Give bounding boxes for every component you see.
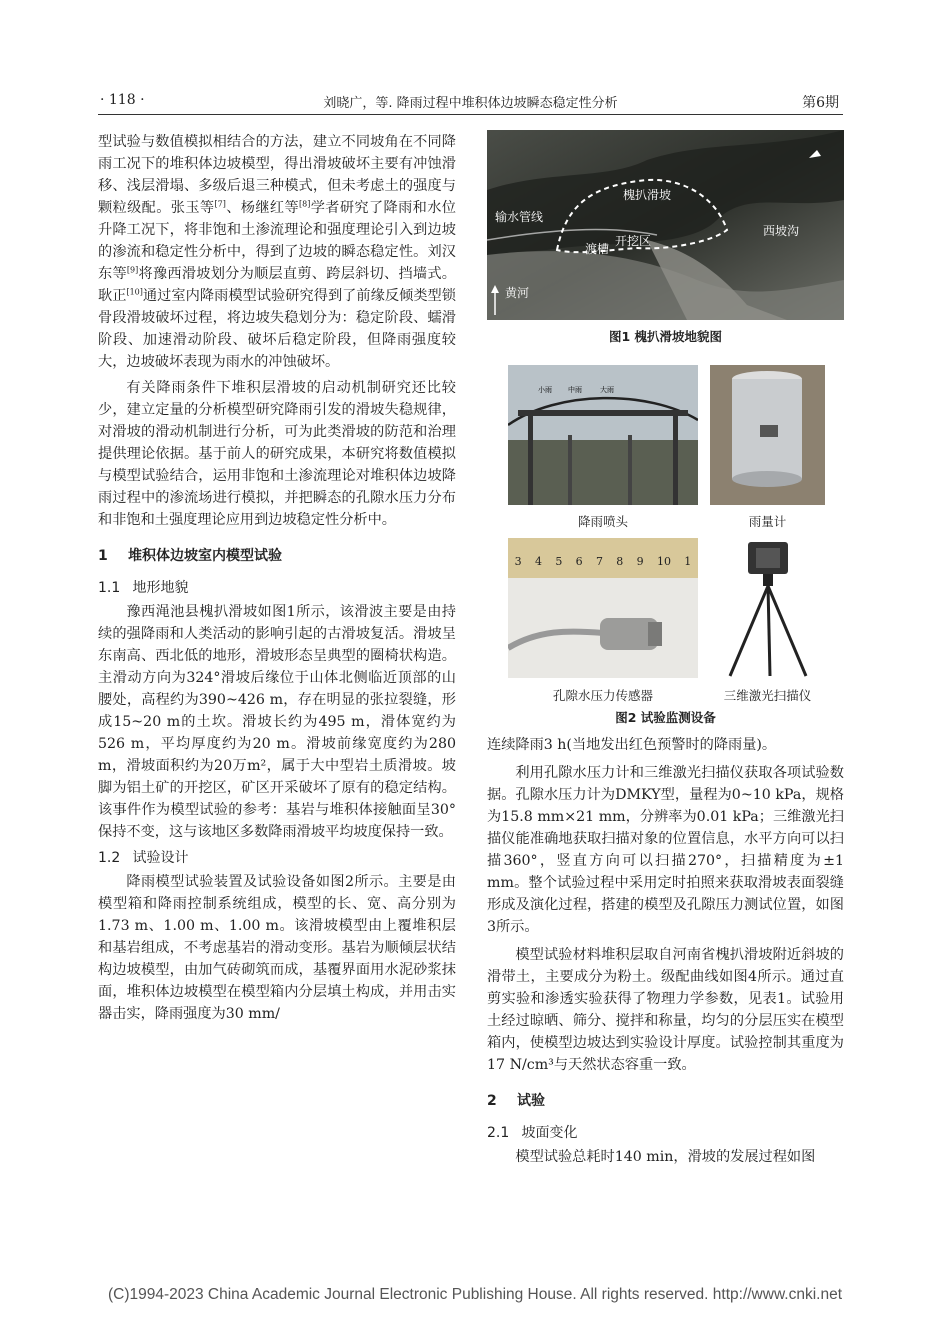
scanner-tripod-drawing [710,538,825,678]
paragraph: 连续降雨3 h(当地发出红色预警时的降雨量)。 [487,737,777,753]
label-ferry: 渡槽 [585,242,610,256]
copyright-footer: (C)1994-2023 China Academic Journal Electronic Publishing House. All rights reserved. http://www.cnki.net [107,1286,843,1303]
paragraph: 降雨模型试验装置及试验设备如图2所示。主要是由模型箱和降雨控制系统组成，模型的长、宽、高分别为1.73 m、1.00 m、1.00 m。该滑坡模型由上覆堆积层和基岩组成，不考虑基岩的滑动变形。基岩为顺倾层状结构边坡模型，由加气砖砌筑而成，基覆界面用水泥砂浆抹面，堆积体边坡模型在模型箱内分层填土构成，并用击实器击实，降雨强度为30 mm/ [98,874,456,1022]
figure-1-aerial-photo [487,130,844,320]
section-heading: 2 试验 [487,1093,545,1109]
caption-pore-pressure-sensor: 孔隙水压力传感器 [552,688,653,703]
left-column [98,131,456,1025]
page-number: · 118 · [100,92,145,108]
nozzle-label-heavy: 大雨 [600,386,614,394]
label-landslide: 槐扒滑坡 [623,188,672,202]
figure-2-caption: 图2 试验监测设备 [615,710,716,725]
photo-rain-nozzle [508,365,698,505]
caption-laser-scanner: 三维激光扫描仪 [723,688,812,703]
paragraph: 模型试验材料堆积层取自河南省槐扒滑坡附近斜坡的滑带土，主要成分为粉土。级配曲线如图4所示。通过直剪实验和渗透实验获得了物理力学参数，见表1。试验用土经过晾晒、筛分、搅拌和称量，均匀的分层压实在模型箱内，使模型边坡达到实验设计厚度。试验控制其重度为17 N/cm³与天然状态容重一致。 [487,947,844,1073]
subsection-heading: 1.2 试验设计 [98,850,189,866]
label-river: 黄河 [505,286,530,300]
running-title: 刘晓广，等. 降雨过程中堆积体边坡瞬态稳定性分析 [323,96,618,111]
figure-1-caption: 图1 槐扒滑坡地貌图 [608,329,723,344]
caption-rain-nozzle: 降雨喷头 [577,514,628,529]
photo-laser-scanner [710,538,825,678]
paragraph: 有关降雨条件下堆积层滑坡的启动机制研究还比较少，建立定量的分析模型研究降雨引发的滑坡失稳规律，对滑坡的滑动机制进行分析，可为此类滑坡的防范和治理提供理论依据。基于前人的研究成果，本研究将数值模拟与模型试验结合，运用非饱和土渗流理论对堆积体边坡降雨过程中的渗流场进行模拟，并把瞬态的孔隙水压力分布和非饱和土强度理论应用到边坡稳定性分析中。 [98,380,456,528]
ruler-numbers: 3 4 5 6 7 8 9 10 1 [514,555,692,568]
paragraph: 豫西渑池县槐扒滑坡如图1所示，该滑波主要是由持续的强降雨和人类活动的影响引起的古滑坡复活。滑坡呈东南高、西北低的地形，滑坡形态呈典型的圈椅状构造。主滑动方向为324°滑坡后缘位于山体北侧临近顶部的山腰处，高程约为390~426 m，存在明显的张拉裂缝，形成15~20 m的土坎。滑坡长约为495 m，滑体宽约为526 m，平均厚度约为20 m。滑坡前缘宽度约为280 m，滑坡面积约为20万m²，属于大中型岩土质滑坡。坡脚为铝土矿的开挖区，矿区开采破坏了原有的稳定结构。该事件作为模型试验的参考：基岩与堆积体接触面呈30°保持不变，这与该地区多数降雨滑坡平均坡度保持一致。 [98,604,456,840]
paragraph: 型试验与数值模拟相结合的方法，建立不同坡角在不同降雨工况下的堆积体边坡模型，得出滑坡破坏主要有冲蚀滑移、浅层滑塌、多级后退三种模式，但未考虑土的强度与颗粒级配。张玉等[7]、杨继红等[8]学者研究了降雨和水位升降工况下，将非饱和土渗流理论和强度理论引入到边坡的渗流和稳定性分析中，得到了边坡的瞬态稳定性。刘汉东等[9]将豫西滑坡划分为顺层直剪、跨层斜切、挡墙式。耿正[10]通过室内降雨模型试验研究得到了前缘反倾类型锁骨段滑坡破坏过程，将边坡失稳划分为：稳定阶段、蠕滑阶段、加速滑动阶段、破坏后稳定阶段，但降雨强度较大，边坡破坏表现为雨水的冲蚀破坏。 [98,134,456,370]
rain-gauge-drawing [710,365,825,505]
paragraph: 利用孔隙水压力计和三维激光扫描仪获取各项试验数据。孔隙水压力计为DMKY型，量程为0~10 kPa，规格为15.8 mm×21 mm，分辨率为0.01 kPa；三维激光扫描仪能准确地获取扫描对象的位置信息，水平方向可以扫描360°，竖直方向可以扫描270°，扫描精度为±1 mm。整个试验过程中采用定时拍照来获取滑坡表面裂缝形成及演化过程，搭建的模型及孔隙压力测试位置，如图3所示。 [487,765,844,935]
label-excavation: 开挖区 [615,234,652,248]
label-gully: 西坡沟 [763,224,800,238]
subsection-heading: 2.1 坡面变化 [487,1125,578,1141]
nozzle-label-light: 小雨 [538,386,552,394]
label-pipeline: 输水管线 [495,210,544,224]
photo-pore-pressure-sensor [508,538,698,678]
nozzle-label-medium: 中雨 [568,386,582,394]
caption-rain-gauge: 雨量计 [748,514,787,529]
photo-rain-gauge [710,365,825,505]
subsection-heading: 1.1 地形地貌 [98,580,189,596]
issue-number: 第6期 [802,95,839,111]
paragraph: 模型试验总耗时140 min，滑坡的发展过程如图 [515,1149,816,1165]
section-heading: 1 堆积体边坡室内模型试验 [98,548,282,564]
page-header [98,92,843,115]
right-column [487,734,844,1168]
